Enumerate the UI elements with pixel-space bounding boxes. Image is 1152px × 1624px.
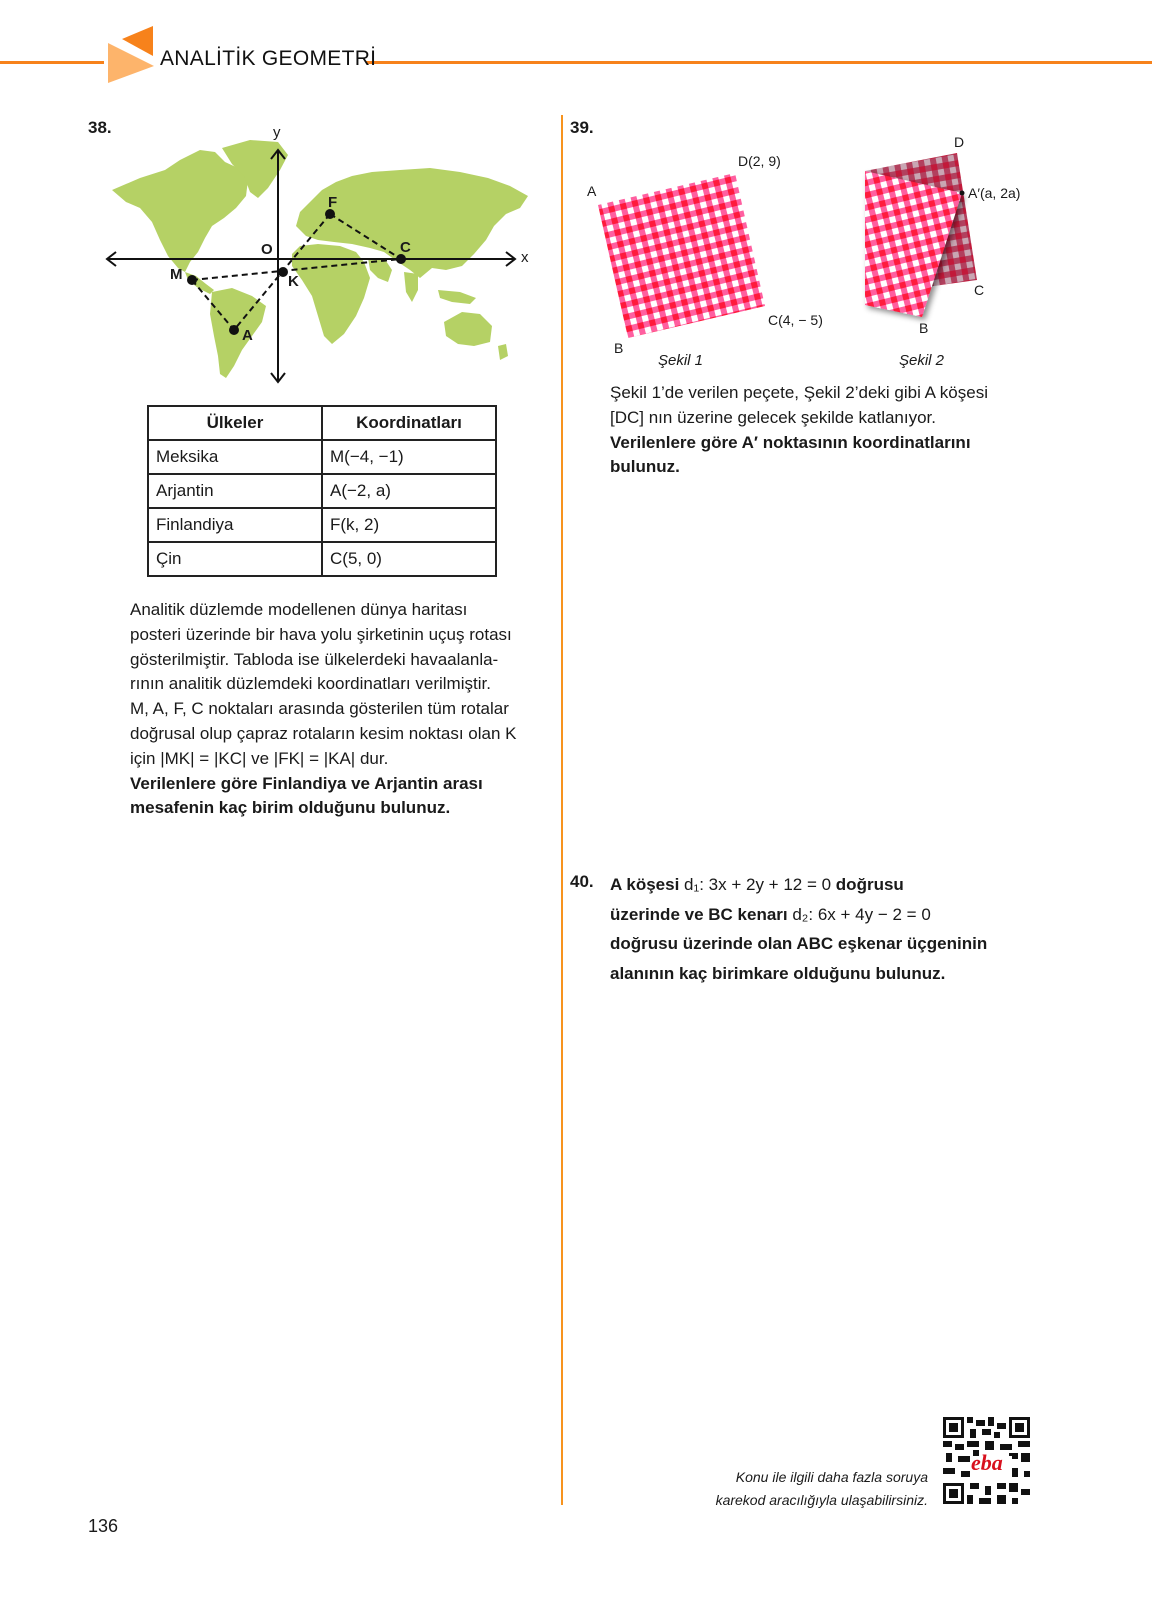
table-cell-country: Finlandiya (148, 508, 322, 542)
question-40-text (610, 870, 987, 988)
question-line: mesafenin kaç birim olduğunu bulunuz. (130, 798, 451, 818)
axis-x-label: x (521, 249, 529, 266)
table-cell-country: Meksika (148, 440, 322, 474)
text-line: gösterilmiştir. Tabloda ise ülkelerdeki havaalanla- (130, 649, 499, 669)
table-cell-coord: C(5, 0) (322, 542, 496, 576)
page-number: 136 (88, 1516, 119, 1536)
qr-code[interactable] (943, 1417, 1030, 1504)
figure-2-caption: Şekil 2 (899, 352, 945, 369)
question-line: Verilenlere göre A′ noktasının koordinatlarını (610, 432, 971, 452)
q40-bold-text: doğrusu (831, 875, 904, 894)
text-line: posteri üzerinde bir hava yolu şirketinin uçuş rotası (130, 624, 512, 644)
text-line: M, A, F, C noktaları arasında gösterilen tüm rotalar (130, 699, 509, 719)
napkin-square (598, 173, 765, 338)
text-line: Şekil 1’de verilen peçete, Şekil 2’deki gibi A köşesi (610, 383, 988, 402)
table-row (148, 508, 496, 542)
eba-logo: eba (971, 1450, 1003, 1475)
fig2-label-c: C (974, 282, 985, 298)
equation-d1: d₁: 3x + 2y + 12 = 0 (684, 875, 832, 894)
coordinates-table (147, 405, 497, 577)
text-line (610, 870, 987, 900)
table-cell-coord: A(−2, a) (322, 474, 496, 508)
text-line: Analitik düzlemde modellenen dünya haritası (130, 600, 468, 619)
fig1-label-d: D(2, 9) (738, 153, 781, 169)
world-map-graphic (0, 0, 560, 400)
question-line: Verilenlere göre Finlandiya ve Arjantin arası (130, 773, 483, 793)
table-row (148, 542, 496, 576)
point-label-c: C (400, 239, 411, 256)
q40-bold-text: A köşesi (610, 875, 685, 894)
world-map-figure (0, 0, 560, 400)
qr-note (716, 1466, 928, 1512)
text-line: için |MK| = |KC| ve |FK| = |KA| dur. (130, 748, 389, 768)
text-line: [DC] nın üzerine gelecek şekilde katlanıyor. (610, 407, 937, 427)
question-38-number: 38. (88, 118, 112, 137)
qr-note-line: Konu ile ilgili daha fazla soruya (735, 1469, 928, 1485)
text-line: rının analitik düzlemdeki koordinatları verilmiştir. (130, 674, 491, 694)
question-40-number: 40. (570, 872, 594, 891)
table-cell-coord: F(k, 2) (322, 508, 496, 542)
point-label-m: M (170, 266, 183, 283)
question-38-text (130, 598, 516, 821)
text-line: doğrusu üzerinde olan ABC eşkenar üçgeninin (610, 934, 988, 953)
table-header-coordinates: Koordinatları (322, 406, 496, 440)
fig1-label-b: B (614, 340, 624, 356)
text-line: alanının kaç birimkare olduğunu bulunuz. (610, 963, 946, 983)
axis-y-label: y (273, 124, 281, 141)
fig2-label-d: D (954, 134, 965, 150)
question-39-text (610, 381, 988, 480)
table-row (148, 440, 496, 474)
chapter-title: ANALİTİK GEOMETRİ (160, 47, 377, 70)
table-cell-coord: M(−4, −1) (322, 440, 496, 474)
table-header-row (148, 406, 496, 440)
text-line (610, 900, 987, 930)
equation-d2: d₂: 6x + 4y − 2 = 0 (792, 904, 931, 924)
table-cell-country: Çin (148, 542, 322, 576)
point-label-a: A (242, 327, 253, 344)
origin-label: O (261, 241, 273, 258)
point-label-f: F (328, 194, 338, 211)
question-line: bulunuz. (610, 457, 680, 477)
fig1-label-a: A (587, 183, 597, 199)
fig2-label-a-prime: A′(a, 2a) (968, 185, 1021, 201)
table-header-countries: Ülkeler (148, 406, 322, 440)
text-line: doğrusal olup çapraz rotaların kesim noktası olan K (130, 723, 517, 743)
figure-1-caption: Şekil 1 (658, 352, 704, 369)
qr-note-line: karekod aracılığıyla ulaşabilirsiniz. (715, 1492, 928, 1508)
table-row (148, 474, 496, 508)
question-39-number: 39. (570, 118, 594, 137)
table-cell-country: Arjantin (148, 474, 322, 508)
fig1-label-c: C(4, − 5) (768, 312, 823, 328)
point-label-k: K (288, 273, 299, 290)
q40-bold-text: üzerinde ve BC kenarı (610, 904, 793, 924)
fig2-label-b: B (919, 320, 929, 336)
